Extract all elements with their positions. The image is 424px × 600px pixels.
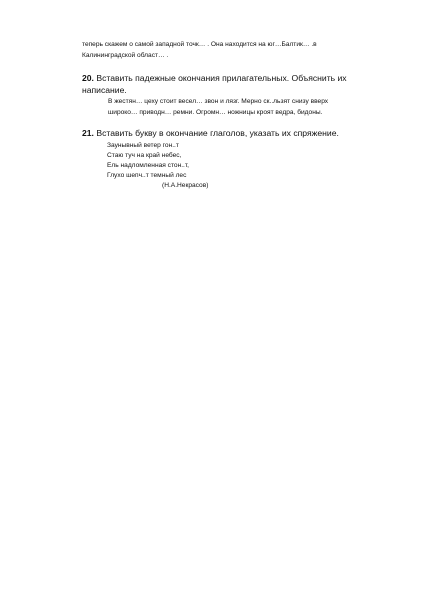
poem-line-4: Глухо шепч..т темный лес xyxy=(107,172,187,179)
poem-line-3: Ель надломленная стон..т, xyxy=(107,162,189,169)
task-20-number: 20. xyxy=(82,73,94,83)
poem-line-1: Заунывный ветер гон..т xyxy=(107,142,179,149)
task-20-title: Вставить падежные окончания прилагательных. Объяснить их xyxy=(96,73,347,83)
poem-author: (Н.А.Некрасов) xyxy=(162,182,209,189)
intro-line-1: теперь скажем о самой западной точк… . Она находится на юг…Балтик… .в xyxy=(82,41,317,48)
task-21-title: Вставить букву в окончание глаголов, указать их спряжение. xyxy=(96,128,339,138)
task-21-number: 21. xyxy=(82,128,94,138)
task-20-text-line-2: широко… приводн… ремни. Огромн… ножницы кроят ведра, бидоны. xyxy=(108,109,323,116)
task-20-heading-line-1 xyxy=(82,73,347,84)
poem-line-2: Стаю туч на край небес, xyxy=(107,152,182,159)
task-20-heading-line-2: написание. xyxy=(82,85,127,95)
intro-line-2: Калининградской област… . xyxy=(82,52,169,59)
task-20-text-line-1: В жестян… цеху стоит весел… звон и лязг. Мерно ск..льзят снизу вверх xyxy=(108,98,329,105)
task-21-heading xyxy=(82,128,339,139)
